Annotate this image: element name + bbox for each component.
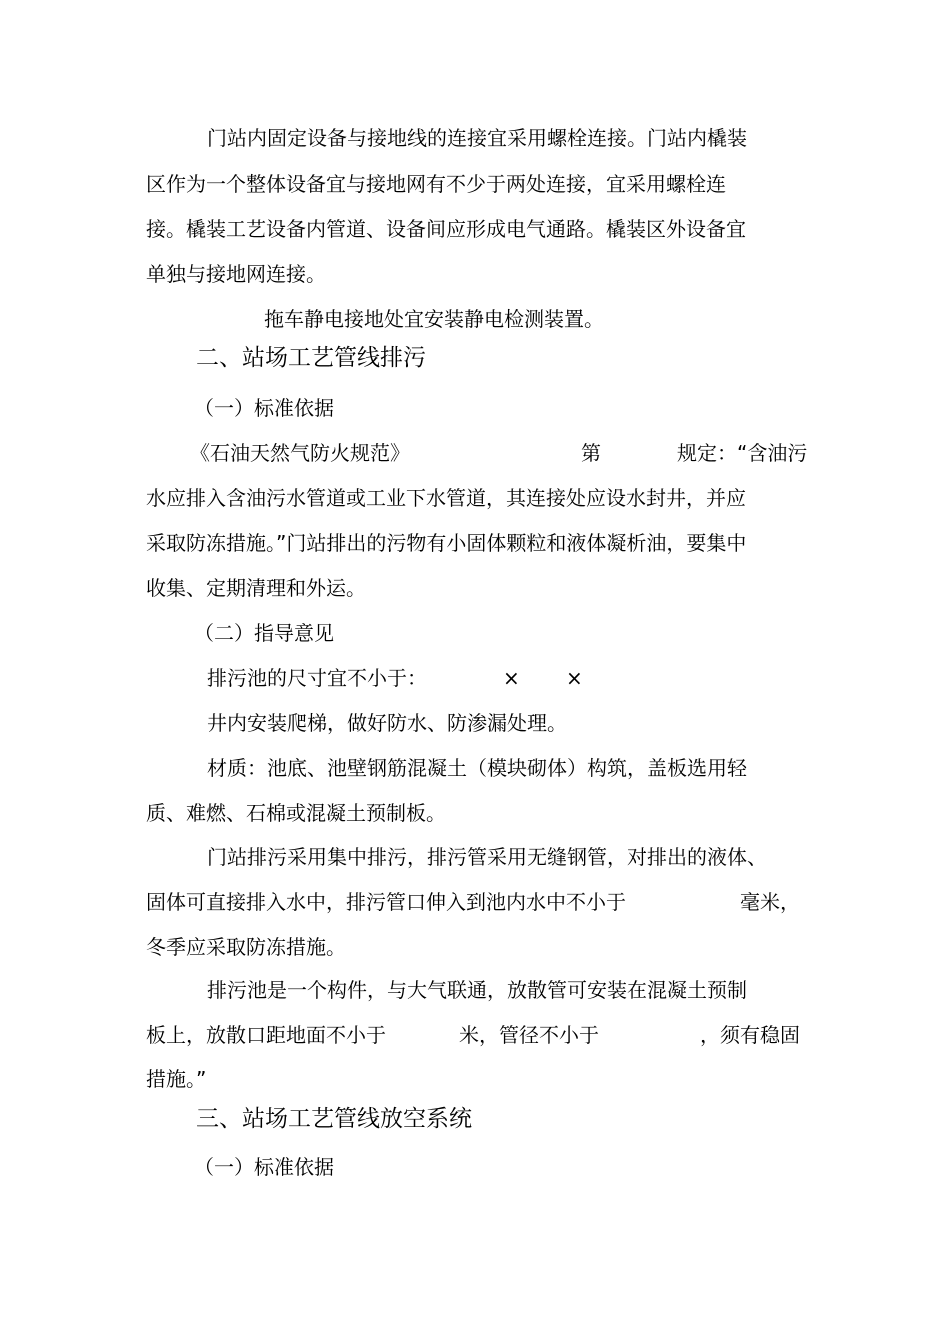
- section3-heading: 三、站场工艺管线放空系统: [196, 1106, 472, 1132]
- g5-line2-c: ，须有稳固: [700, 1023, 800, 1047]
- p1-line2: 区作为一个整体设备宜与接地网有不少于两处连接，宜采用螺栓连: [146, 172, 726, 196]
- p1-line3: 接。橇装工艺设备内管道、设备间应形成电气通路。橇装区外设备宜: [146, 217, 746, 241]
- g4-line1: 门站排污采用集中排污，排污管采用无缝钢管，对排出的液体、: [207, 845, 767, 869]
- g4-line3: 冬季应采取防冻措施。: [146, 935, 346, 959]
- g1-text: 排污池的尺寸宜不小于：: [207, 666, 427, 690]
- g2-text: 井内安装爬梯，做好防水、防渗漏处理。: [207, 711, 567, 735]
- g4-line2-a: 固体可直接排入水中，排污管口伸入到池内水中不小于: [146, 890, 626, 914]
- g3-line1: 材质：池底、池壁钢筋混凝土（模块砌体）构筑，盖板选用轻: [207, 756, 747, 780]
- g5-line2-b: 米，管径不小于: [459, 1023, 599, 1047]
- p1-line4: 单独与接地网连接。: [146, 262, 326, 286]
- g5-line1: 排污池是一个构件，与大气联通，放散管可安装在混凝土预制: [207, 978, 747, 1002]
- section2-heading: 二、站场工艺管线排污: [196, 345, 426, 371]
- g5-line2-a: 板上，放散口距地面不小于: [146, 1023, 386, 1047]
- std-line3: 采取防冻措施。”门站排出的污物有小固体颗粒和液体凝析油，要集中: [146, 531, 747, 555]
- g3-line2: 质、难燃、石棉或混凝土预制板。: [146, 801, 446, 825]
- std-line2: 水应排入含油污水管道或工业下水管道，其连接处应设水封井，并应: [146, 486, 746, 510]
- section2-sub1: （一）标准依据: [194, 396, 334, 420]
- g4-line2-b: 毫米，: [740, 890, 800, 914]
- p1-line1: 门站内固定设备与接地线的连接宜采用螺栓连接。门站内橇装: [207, 126, 747, 150]
- g5-line3: 措施。”: [146, 1067, 207, 1091]
- std-title: 《石油天然气防火规范》: [190, 441, 410, 465]
- g1-times-2: ×: [566, 666, 583, 690]
- g1-times-1: ×: [503, 666, 520, 690]
- std-line4: 收集、定期清理和外运。: [146, 576, 366, 600]
- std-end: 规定：“含油污: [677, 441, 808, 465]
- section3-sub1: （一）标准依据: [194, 1155, 334, 1179]
- section2-sub2: （二）指导意见: [194, 621, 334, 645]
- p2-text: 拖车静电接地处宜安装静电检测装置。: [264, 307, 604, 331]
- std-mid: 第: [581, 441, 601, 465]
